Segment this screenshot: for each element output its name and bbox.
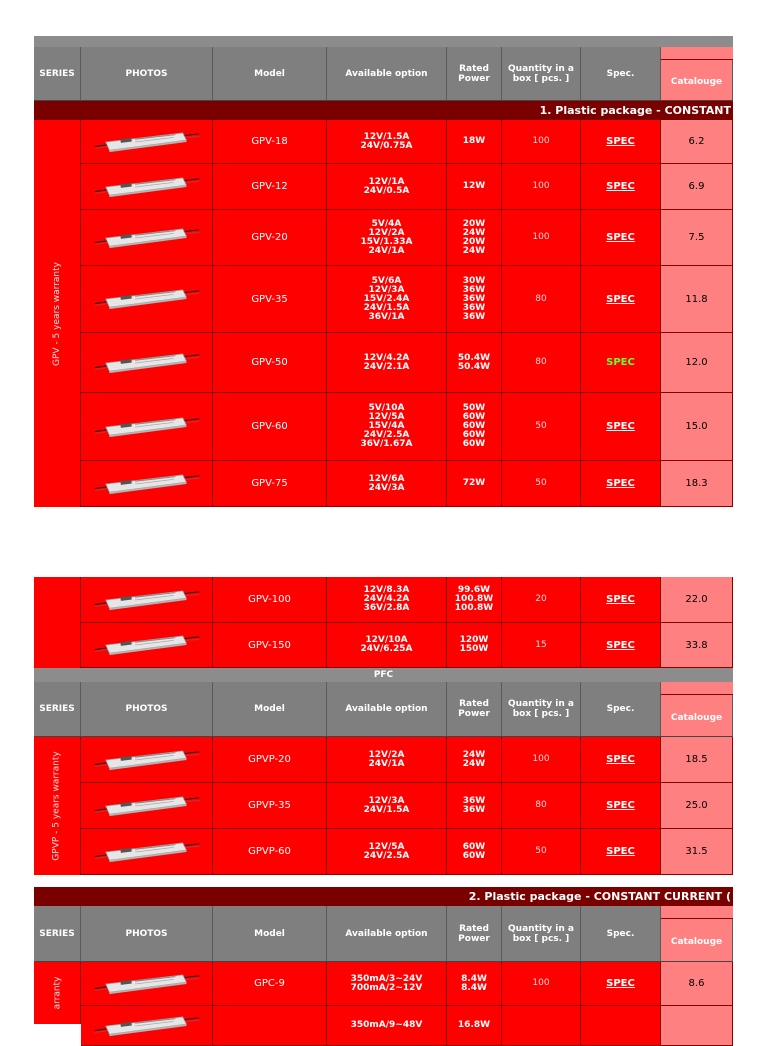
gpvp-power-line: 24W: [462, 758, 486, 769]
gpv-option-line: 12V/5A: [368, 412, 405, 422]
gpc-spec-cell: [581, 962, 661, 1006]
gpc-rated-power: [447, 962, 502, 1006]
gpc-model: GPC-9: [213, 962, 327, 1006]
gpv-spec-cell: [581, 120, 661, 164]
gpv-model: GPV-20: [213, 210, 327, 266]
gpv-option-line: 12V/1A: [368, 176, 405, 187]
power-supply-photo: [88, 589, 206, 611]
gpv-option-line: 24V/0.75A: [360, 140, 413, 151]
gpc-spec-cell: [581, 1006, 661, 1046]
gpv-option-line: 15V/1.33A: [360, 236, 413, 247]
gpv-option-line: 15V/2.4A: [363, 293, 410, 304]
gpvp-spec-link[interactable]: SPEC: [606, 800, 635, 811]
gpv-option-line: 15V/4A: [368, 421, 405, 431]
gpvp-quantity: 80: [502, 783, 581, 829]
gpvp-power-line: 60W: [462, 850, 486, 861]
gpv2-rated-power: [447, 623, 502, 668]
gpv-option-line: 24V/1.5A: [363, 302, 410, 313]
gpv-option-line: 5V/4A: [371, 218, 402, 229]
gpc-available-option: [327, 1006, 447, 1046]
gpv-power-line: 20W: [462, 236, 486, 247]
gpc-available-option: [327, 962, 447, 1006]
gpvp-spec-link[interactable]: SPEC: [606, 754, 635, 765]
gpv2-power-line: 100.8W: [454, 603, 494, 613]
gpc-spec-link[interactable]: SPEC: [606, 978, 635, 989]
gpvp-header-series: SERIES: [34, 682, 81, 737]
gpv-header-qty: Quantity in a box [ pcs. ]: [502, 47, 581, 101]
gpc-header-photos: PHOTOS: [81, 906, 213, 962]
gpv-photo-cell: [81, 461, 213, 507]
power-supply-photo: [88, 227, 206, 249]
gpv-spec-link[interactable]: SPEC: [606, 421, 635, 432]
gpc-model: [213, 1006, 327, 1046]
gpv-quantity: 100: [502, 164, 581, 210]
gpv-header-photos: PHOTOS: [81, 47, 213, 101]
gpv-photo-cell: [81, 333, 213, 393]
gpv2-photo-cell: [81, 577, 213, 623]
gpv-power-line: 36W: [462, 302, 486, 313]
gpv2-power-line: 120W: [459, 635, 489, 645]
gpv-power-line: 50.4W: [457, 361, 491, 372]
power-supply-photo: [88, 841, 206, 863]
gpc-header-option: Available option: [327, 906, 447, 962]
gpvp-header-qty: Quantity in a box [ pcs. ]: [502, 682, 581, 737]
gpvp-spec-cell: [581, 829, 661, 875]
gpvp-spec-link[interactable]: SPEC: [606, 846, 635, 857]
gpv-power-line: 50.4W: [457, 352, 491, 363]
top-gray-bar: [34, 36, 733, 47]
gpv-option-line: 5V/6A: [371, 275, 402, 286]
gpc-series-cell: [34, 962, 81, 1024]
gpv-photo-cell: [81, 164, 213, 210]
gpv-option-line: 24V/0.5A: [363, 185, 410, 196]
pfc-title: PFC: [34, 668, 733, 682]
gpvp-option-line: 12V/2A: [368, 749, 405, 760]
gpv2-quantity: 20: [502, 577, 581, 623]
power-supply-photo: [88, 1015, 206, 1037]
gpv2-model: GPV-150: [213, 623, 327, 668]
gpv2-option-line: 12V/8.3A: [363, 585, 410, 595]
gpv-header-series: SERIES: [34, 47, 81, 101]
gpvp-catalogue-price: 18.5: [661, 737, 733, 783]
gpv-option-line: 12V/3A: [368, 284, 405, 295]
gpv-catalogue-price: 6.9: [661, 164, 733, 210]
gpvp-option-line: 12V/5A: [368, 841, 405, 852]
gpv-available-option: [327, 164, 447, 210]
gpv-spec-cell: [581, 393, 661, 461]
gpv-spec-cell: [581, 333, 661, 393]
gpc-header-model: Model: [213, 906, 327, 962]
gpv-rated-power: [447, 393, 502, 461]
gpv-spec-cell: [581, 461, 661, 507]
gpvp-header-catalogue: Catalouge: [661, 695, 733, 737]
gpv2-model: GPV-100: [213, 577, 327, 623]
gpv-available-option: [327, 210, 447, 266]
gpc-header-catalogue-top: [661, 906, 733, 919]
gpc-option-line: 350mA/3~24V: [350, 973, 423, 984]
gpv-series-cell-label: GPV - 5 years warranty: [52, 261, 62, 366]
gpv-available-option: [327, 333, 447, 393]
gpv-quantity: 100: [502, 210, 581, 266]
gpc-header-rated: Rated Power: [447, 906, 502, 962]
gpv2-series-cell: [34, 577, 81, 668]
gpv-power-line: 60W: [462, 421, 486, 431]
gpv2-power-line: 150W: [459, 644, 489, 654]
gpv-photo-cell: [81, 210, 213, 266]
gpv-power-line: 30W: [462, 275, 486, 286]
section1-title: 1. Plastic package - CONSTANT: [34, 101, 733, 120]
gpc-header-series: SERIES: [34, 906, 81, 962]
gpv-rated-power: [447, 120, 502, 164]
gpv2-spec-cell: [581, 577, 661, 623]
gpv-power-line: 60W: [462, 430, 486, 440]
gpvp-option-line: 24V/1.5A: [363, 804, 410, 815]
gpv2-option-line: 36V/2.8A: [363, 603, 410, 613]
gpvp-header-spec: Spec.: [581, 682, 661, 737]
gpv-option-line: 12V/2A: [368, 227, 405, 238]
gpc-power-line: 8.4W: [461, 973, 487, 984]
gpvp-photo-cell: [81, 783, 213, 829]
power-supply-photo: [88, 973, 206, 995]
gpv2-available-option: [327, 623, 447, 668]
gpv2-spec-link[interactable]: SPEC: [606, 639, 635, 651]
gpv-spec-link[interactable]: SPEC: [606, 478, 635, 489]
gpv-spec-cell: [581, 210, 661, 266]
gpv-catalogue-price: 18.3: [661, 461, 733, 507]
gpc-header-qty: Quantity in a box [ pcs. ]: [502, 906, 581, 962]
power-supply-photo: [88, 176, 206, 198]
gpv-power-line: 24W: [462, 245, 486, 256]
gpv-series-cell: [34, 120, 81, 507]
gpv-spec-link[interactable]: SPEC: [606, 232, 635, 243]
gpv-quantity: 80: [502, 333, 581, 393]
gpv2-photo-cell: [81, 623, 213, 668]
gpv-power-line: 18W: [462, 136, 486, 146]
gpv2-option-line: 12V/10A: [365, 635, 408, 645]
gpv-rated-power: [447, 210, 502, 266]
gpvp-option-line: 24V/2.5A: [363, 850, 410, 861]
gpv-catalogue-price: 15.0: [661, 393, 733, 461]
power-supply-photo: [88, 131, 206, 153]
gpv-rated-power: [447, 461, 502, 507]
gpvp-quantity: 100: [502, 737, 581, 783]
gpvp-quantity: 50: [502, 829, 581, 875]
power-supply-photo: [88, 473, 206, 495]
gpv-photo-cell: [81, 120, 213, 164]
gpv-model: GPV-35: [213, 266, 327, 333]
gpc-quantity: [502, 1006, 581, 1046]
gpv-model: GPV-75: [213, 461, 327, 507]
gpvp-series-cell: [34, 737, 81, 875]
gpv-photo-cell: [81, 393, 213, 461]
gpvp-header-model: Model: [213, 682, 327, 737]
gpv-option-line: 36V/1.67A: [360, 439, 413, 449]
gpvp-rated-power: [447, 783, 502, 829]
gpv-power-line: 12W: [462, 181, 486, 191]
gpv-catalogue-price: 6.2: [661, 120, 733, 164]
gpc-catalogue-price: 8.6: [661, 962, 733, 1006]
gpv-spec-cell: [581, 266, 661, 333]
gpv-available-option: [327, 120, 447, 164]
gpvp-series-cell-label: GPVP - 5 years warranty: [52, 751, 62, 861]
gpvp-available-option: [327, 783, 447, 829]
gpv-option-line: 12V/6A: [368, 473, 405, 484]
gpv-power-line: 20W: [462, 218, 486, 229]
gpc-rated-power: [447, 1006, 502, 1046]
power-supply-photo: [88, 795, 206, 817]
gpv-spec-link[interactable]: SPEC: [606, 293, 635, 305]
gpv-power-line: 60W: [462, 412, 486, 422]
gpv-header-catalogue: Catalouge: [661, 60, 733, 101]
gpvp-power-line: 60W: [462, 841, 486, 852]
gpv-header-spec: Spec.: [581, 47, 661, 101]
gpv2-option-line: 24V/4.2A: [363, 594, 410, 604]
gpvp-available-option: [327, 829, 447, 875]
gpv-spec-cell: [581, 164, 661, 210]
gpv-rated-power: [447, 266, 502, 333]
gpc-power-line: 8.4W: [461, 982, 487, 993]
gpv2-available-option: [327, 577, 447, 623]
gpv-quantity: 80: [502, 266, 581, 333]
power-supply-photo: [88, 634, 206, 656]
gpv-rated-power: [447, 164, 502, 210]
gpv2-rated-power: [447, 577, 502, 623]
gpc-header-spec: Spec.: [581, 906, 661, 962]
gpv-catalogue-price: 7.5: [661, 210, 733, 266]
gpv-spec-link[interactable]: SPEC: [606, 357, 635, 368]
gpc-catalogue-price: [661, 1006, 733, 1046]
gpvp-power-line: 24W: [462, 749, 486, 760]
gpvp-power-line: 36W: [462, 804, 486, 815]
gpv2-catalogue-price: 33.8: [661, 623, 733, 668]
gpv-header-model: Model: [213, 47, 327, 101]
gpvp-model: GPVP-20: [213, 737, 327, 783]
gpv-option-line: 12V/1.5A: [363, 131, 410, 142]
gpv-model: GPV-12: [213, 164, 327, 210]
gpv-option-line: 24V/3A: [368, 482, 405, 493]
gpvp-model: GPVP-60: [213, 829, 327, 875]
gpv-power-line: 24W: [462, 227, 486, 238]
power-supply-photo: [88, 288, 206, 310]
gpc-option-line: 350mA/9~48V: [350, 1020, 423, 1030]
gpv-power-line: 36W: [462, 293, 486, 304]
gpvp-option-line: 12V/3A: [368, 795, 405, 806]
gpv-power-line: 50W: [462, 403, 486, 413]
gpv2-quantity: 15: [502, 623, 581, 668]
gpc-photo-cell: [81, 962, 213, 1006]
gpv-spec-link[interactable]: SPEC: [606, 136, 635, 147]
gpv-header-rated: Rated Power: [447, 47, 502, 101]
gpv2-catalogue-price: 22.0: [661, 577, 733, 623]
gpv-power-line: 72W: [462, 478, 486, 488]
power-supply-photo: [88, 352, 206, 374]
gpv-power-line: 36W: [462, 311, 486, 322]
gpvp-available-option: [327, 737, 447, 783]
gpv-power-line: 60W: [462, 439, 486, 449]
gpvp-catalogue-price: 25.0: [661, 783, 733, 829]
gpv-spec-link[interactable]: SPEC: [606, 181, 635, 192]
gpvp-header-option: Available option: [327, 682, 447, 737]
gpc-quantity: 100: [502, 962, 581, 1006]
gpv-model: GPV-18: [213, 120, 327, 164]
gpvp-header-photos: PHOTOS: [81, 682, 213, 737]
gpv-power-line: 36W: [462, 284, 486, 295]
gpc-option-line: 700mA/2~12V: [350, 982, 423, 993]
power-supply-photo: [88, 749, 206, 771]
gpv-available-option: [327, 461, 447, 507]
gpv-option-line: 12V/4.2A: [363, 352, 410, 363]
gpc-photo-cell: [81, 1006, 213, 1046]
gpvp-header-rated: Rated Power: [447, 682, 502, 737]
gpv-option-line: 5V/10A: [368, 403, 405, 413]
gpvp-header-catalogue-top: [661, 682, 733, 695]
gpv-option-line: 36V/1A: [368, 311, 405, 322]
gpv-quantity: 50: [502, 393, 581, 461]
gpvp-option-line: 24V/1A: [368, 758, 405, 769]
gpv-available-option: [327, 393, 447, 461]
gpv-available-option: [327, 266, 447, 333]
gpc-header-catalogue: Catalouge: [661, 919, 733, 962]
gpv-catalogue-price: 11.8: [661, 266, 733, 333]
gpv-option-line: 24V/1A: [368, 245, 405, 256]
gpv-rated-power: [447, 333, 502, 393]
gpvp-photo-cell: [81, 737, 213, 783]
gpvp-spec-cell: [581, 783, 661, 829]
gpv-quantity: 100: [502, 120, 581, 164]
gpv-option-line: 24V/2.1A: [363, 361, 410, 372]
gpv-quantity: 50: [502, 461, 581, 507]
gpv-header-catalogue-top: [661, 47, 733, 60]
gpvp-spec-cell: [581, 737, 661, 783]
power-supply-photo: [88, 416, 206, 438]
gpv2-spec-link[interactable]: SPEC: [606, 594, 635, 605]
gpv-catalogue-price: 12.0: [661, 333, 733, 393]
gpv-header-option: Available option: [327, 47, 447, 101]
gpvp-catalogue-price: 31.5: [661, 829, 733, 875]
gpv-option-line: 24V/2.5A: [363, 430, 410, 440]
gpv-photo-cell: [81, 266, 213, 333]
gpv2-power-line: 100.8W: [454, 594, 494, 604]
gpvp-power-line: 36W: [462, 795, 486, 806]
gpc-power-line: 16.8W: [457, 1020, 491, 1030]
gpv2-power-line: 99.6W: [457, 585, 491, 595]
gpv-model: GPV-50: [213, 333, 327, 393]
gpv2-option-line: 24V/6.25A: [360, 644, 413, 654]
section2-title: 2. Plastic package - CONSTANT CURRENT (: [34, 887, 733, 906]
gpc-series-cell-label: arranty: [52, 976, 62, 1010]
gpvp-model: GPVP-35: [213, 783, 327, 829]
gpv2-spec-cell: [581, 623, 661, 668]
gpvp-rated-power: [447, 737, 502, 783]
gpvp-rated-power: [447, 829, 502, 875]
gpvp-photo-cell: [81, 829, 213, 875]
gpv-model: GPV-60: [213, 393, 327, 461]
